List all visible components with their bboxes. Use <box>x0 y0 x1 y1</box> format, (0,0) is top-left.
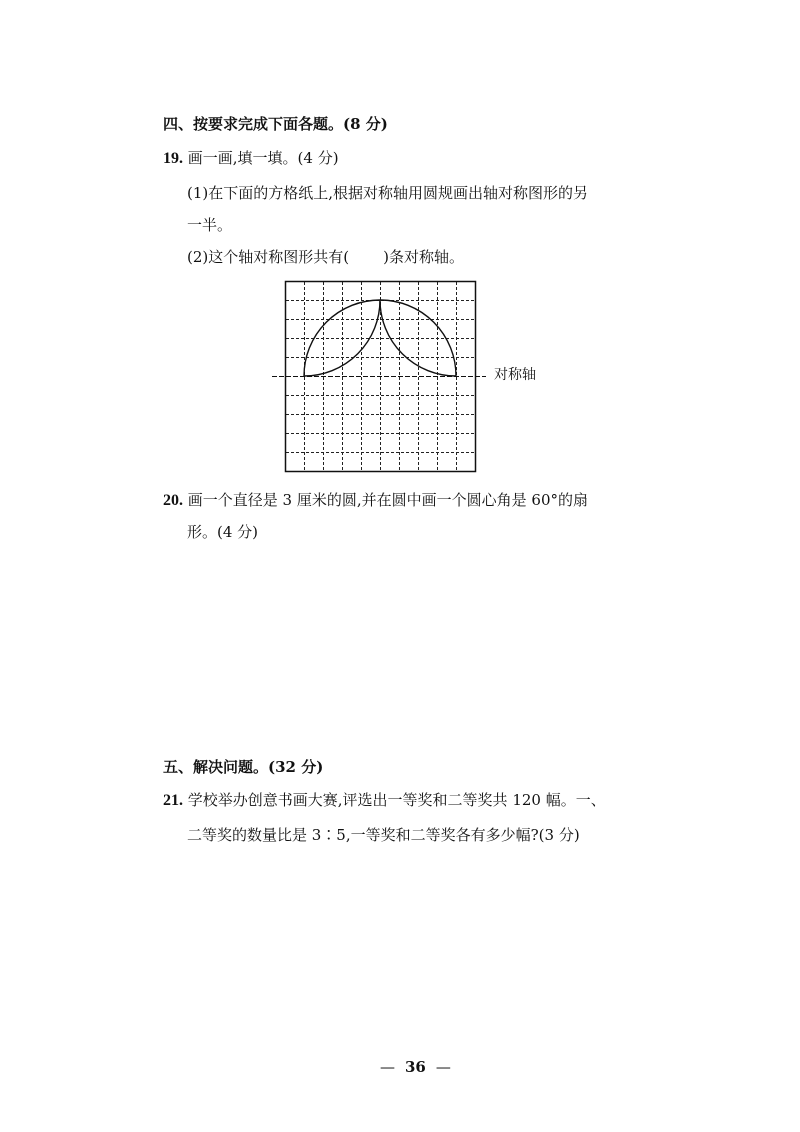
question-19-part1-line1: (1)在下面的方格纸上,根据对称轴用圆规画出轴对称图形的另 <box>187 184 589 202</box>
grid-figure <box>270 276 486 476</box>
question-21-text: 学校举办创意书画大赛,评选出一等奖和二等奖共 120 幅。一、 <box>187 791 606 809</box>
question-21-line1 <box>163 790 606 811</box>
question-20-line1 <box>163 490 588 511</box>
question-19-part2 <box>187 247 464 267</box>
page-number-value: 36 <box>405 1058 426 1076</box>
question-20-text: 画一个直径是 3 厘米的圆,并在圆中画一个圆心角是 60°的扇 <box>187 491 588 509</box>
axis-label: 对称轴 <box>494 367 536 383</box>
question-19-title <box>163 148 339 169</box>
question-21-number: 21. <box>163 792 183 809</box>
question-20-line2: 形。(4 分) <box>187 523 259 541</box>
section5-heading: 五、解决问题。(32 分) <box>163 758 324 776</box>
question-21-line2: 二等奖的数量比是 3∶5,一等奖和二等奖各有多少幅?(3 分) <box>187 826 580 844</box>
question-19-part1-line2: 一半。 <box>187 216 233 234</box>
question-19-part2-before: (2)这个轴对称图形共有( <box>187 248 350 266</box>
question-19-text: 画一画,填一填。(4 分) <box>187 149 339 167</box>
question-19-part2-after: )条对称轴。 <box>383 248 464 266</box>
question-20-number: 20. <box>163 492 183 509</box>
page-number-dash-right: — <box>435 1058 451 1076</box>
question-19-number: 19. <box>163 150 183 167</box>
page-number <box>370 1058 461 1076</box>
page-number-dash-left: — <box>380 1058 395 1076</box>
section4-heading: 四、按要求完成下面各题。(8 分) <box>163 115 388 133</box>
